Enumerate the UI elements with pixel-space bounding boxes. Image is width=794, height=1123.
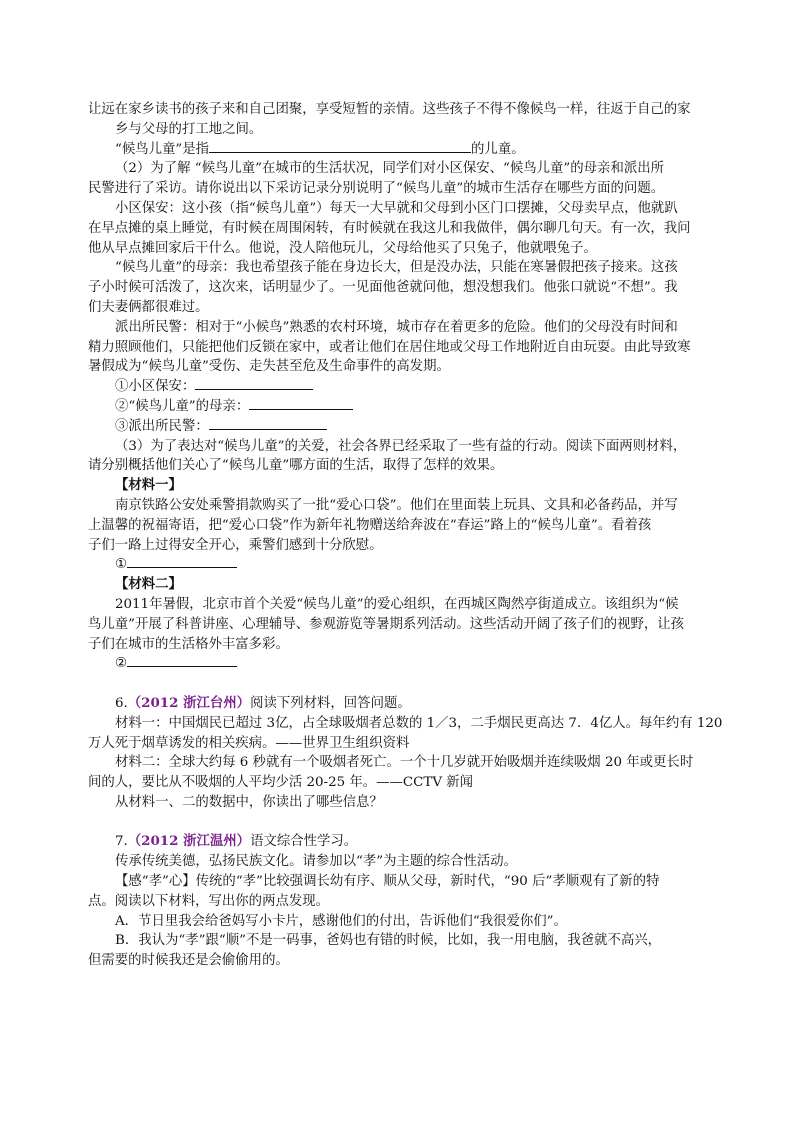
answer-label: ① [115, 557, 128, 573]
text-line: 南京铁路公安处乘警捐款购买了一批“爱心口袋”。他们在里面装上玩具、文具和必备药品，并写 [115, 497, 678, 513]
answer-line [88, 377, 708, 397]
question-number: 6. [115, 695, 128, 711]
answer-label: ② [115, 656, 128, 672]
q1-line [88, 140, 708, 160]
text-line: 2011年暑假，北京市首个关爱“候鸟儿童”的爱心组织，在西城区陶然亭街道成立。该组织为“候 [115, 596, 679, 612]
text-line: （2）为了解 “候鸟儿童”在城市的生活状况，同学们对小区保安、“候鸟儿童”的母亲和派出所 [115, 161, 664, 177]
question-heading [88, 694, 708, 714]
text-line: 精力照顾他们，只能把他们反锁在家中，或者让他们在居住地或父母工作地附近自由玩耍。由此导致寒 [88, 339, 691, 355]
text-line: “候鸟儿童”的母亲：我也希望孩子能在身边长大，但是没办法，只能在寒暑假把孩子接来。这孩 [115, 260, 678, 276]
spacer [88, 813, 708, 833]
answer-label: ③派出所民警： [115, 418, 209, 434]
text-line: 暑假成为“候鸟儿童”受伤、走失甚至危及生命事件的高发期。 [88, 359, 450, 375]
text-line: 【感“孝”心】传统的“孝”比较强调长幼有序、顺从父母，新时代，“90 后”孝顺观有了新的特 [115, 874, 660, 890]
question-title: 语文综合性学习。 [250, 834, 358, 850]
spacer [88, 674, 708, 694]
q1-prefix: “候鸟儿童”是指 [115, 141, 210, 157]
answer-line [88, 417, 708, 437]
text-line: A．节日里我会给爸妈写小卡片，感谢他们的付出，告诉他们“我很爱你们”。 [115, 913, 567, 929]
answer-label: ②“候鸟儿童”的母亲： [115, 398, 250, 414]
question-source: （2012 浙江温州） [127, 833, 251, 850]
answer-line [88, 555, 708, 575]
text-line: 他从早点摊回家后干什么。他说，没人陪他玩儿，父母给他买了只兔子，他就喂兔子。 [88, 240, 597, 256]
text-line: 小区保安：这小孩（指“候鸟儿童”）每天一大早就和父母到小区门口摆摊，父母卖早点，他就趴 [115, 200, 678, 216]
q1-suffix: 的儿童。 [471, 141, 525, 157]
answer-blank[interactable] [195, 377, 313, 390]
question-title: 阅读下列材料，回答问题。 [250, 695, 411, 711]
text-line: 鸟儿童”开展了科普讲座、心理辅导、参观游览等暑期系列活动。这些活动开阔了孩子们的视野，让孩 [88, 616, 685, 632]
text-line: 但需要的时候我还是会偷偷用的。 [88, 953, 289, 969]
text-line: 传承传统美德，弘扬民族文化。请参加以“孝”为主题的综合性活动。 [115, 854, 518, 870]
answer-blank[interactable] [209, 140, 471, 153]
answer-blank[interactable] [249, 397, 353, 410]
question-heading [88, 832, 708, 852]
text-line: 材料二：全球大约每 6 秒就有一个吸烟者死亡。一个十几岁就开始吸烟并连续吸烟 20 年或更长时 [115, 755, 694, 771]
text-line: 从材料一、二的数据中，你读出了哪些信息？ [115, 794, 383, 810]
text-line: 请分别概括他们关心了“候鸟儿童”哪方面的生活，取得了怎样的效果。 [88, 458, 504, 474]
text-line: 子们一路上过得安全开心，乘警们感到十分欣慰。 [88, 537, 383, 553]
text-line: 让远在家乡读书的孩子来和自己团聚，享受短暂的亲情。这些孩子不得不像候鸟一样，往返于自己的家 [88, 102, 691, 117]
text-line: 万人死于烟草诱发的相关疾病。——世界卫生组织资料 [88, 735, 410, 751]
text-line: 材料一：中国烟民已超过 3亿，占全球吸烟者总数的 1／3，二手烟民更高达 7．4亿人。每年约有 120 [115, 715, 723, 731]
text-line: （3）为了表达对“候鸟儿童”的关爱，社会各界已经采取了一些有益的行动。阅读下面两则材料， [115, 438, 687, 454]
answer-blank[interactable] [127, 555, 237, 568]
answer-blank[interactable] [209, 417, 327, 430]
text-line: 间的人，要比从不吸烟的人平均少活 20-25 年。——CCTV 新闻 [88, 775, 474, 791]
text-line: 点。阅读以下材料，写出你的两点发现。 [88, 893, 330, 909]
text-line: 们夫妻俩都很难过。 [88, 299, 209, 315]
material-title: 【材料一】 [115, 477, 182, 494]
answer-line [88, 397, 708, 417]
answer-line [88, 654, 708, 674]
document-page [88, 100, 723, 971]
text-line: 在早点摊的桌上睡觉，有时候在周围闲转，有时候就在我这儿和我做伴，偶尔聊几句天。有一次，我问 [88, 220, 691, 236]
material-title: 【材料二】 [115, 576, 182, 593]
question-source: （2012 浙江台州） [127, 694, 251, 711]
question-number: 7. [115, 834, 128, 850]
text-line: 子们在城市的生活格外丰富多彩。 [88, 636, 289, 652]
text-line: 民警进行了采访。请你说出以下采访记录分别说明了“候鸟儿童”的城市生活存在哪些方面的问题。 [88, 181, 665, 197]
answer-label: ①小区保安： [115, 379, 196, 395]
text-line: 派出所民警：相对于“小候鸟”熟悉的农村环境，城市存在着更多的危险。他们的父母没有时间和 [115, 319, 678, 335]
text-line: 乡与父母的打工地之间。 [115, 121, 263, 137]
answer-blank[interactable] [127, 654, 237, 667]
text-line: 上温馨的祝福寄语，把“爱心口袋”作为新年礼物赠送给奔波在“春运”路上的“候鸟儿童”。看着孩 [88, 517, 652, 533]
text-line: 子小时候可活泼了，这次来，话明显少了。一见面他爸就问他，想没想我们。他张口就说“不想”。我 [88, 280, 678, 296]
text-line: B．我认为“孝”跟“顺”不是一码事，爸妈也有错的时候，比如，我一用电脑，我爸就不高兴， [115, 933, 662, 949]
